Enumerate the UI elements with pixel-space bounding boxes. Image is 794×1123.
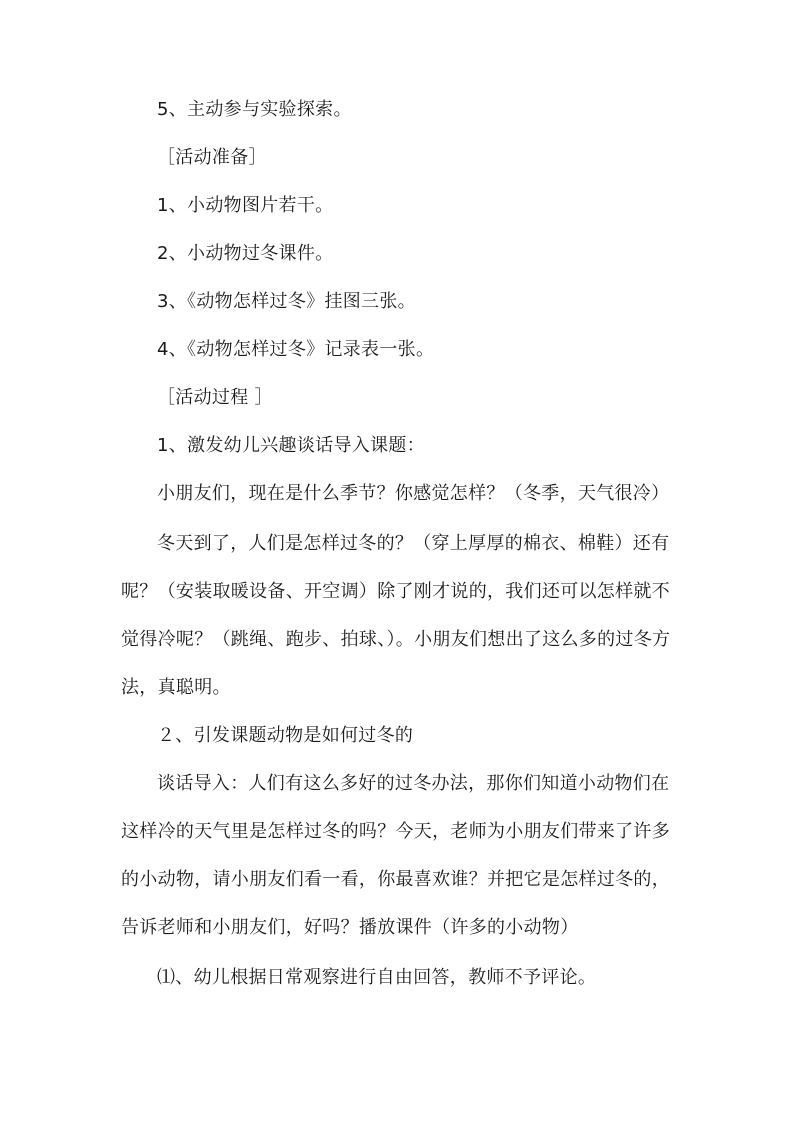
text-line-prep-3: 3、《动物怎样过冬》挂图三张。 xyxy=(157,291,416,312)
text-line-paragraph-2b: 这样冷的天气里是怎样过冬的吗？今天，老师为小朋友们带来了许多 xyxy=(121,821,670,842)
text-line-step-1-title: 1、激发幼儿兴趣谈话导入课题： xyxy=(157,435,425,456)
text-line-step-2-title: ２、引发课题动物是如何过冬的 xyxy=(157,725,414,746)
text-line-paragraph-1a: 冬天到了，人们是怎样过冬的？（穿上厚厚的棉衣、棉鞋）还有 xyxy=(157,533,670,554)
section-heading-preparation: ［活动准备］ xyxy=(157,147,267,168)
text-line-objective-5: 5、主动参与实验探索。 xyxy=(157,99,352,120)
text-line-paragraph-1c: 觉得冷呢？（跳绳、跑步、拍球、）。小朋友们想出了这么多的过冬方 xyxy=(121,629,671,650)
text-line-dialogue-1: 小朋友们，现在是什么季节？你感觉怎样？（冬季，天气很冷） xyxy=(157,483,670,504)
section-heading-process: ［活动过程 ］ xyxy=(157,387,273,408)
text-line-paragraph-1d: 法，真聪明。 xyxy=(121,677,231,698)
text-line-paragraph-2d: 告诉老师和小朋友们，好吗？播放课件（许多的小动物） xyxy=(121,917,579,938)
text-line-prep-2: 2、小动物过冬课件。 xyxy=(157,243,334,264)
text-line-prep-1: 1、小动物图片若干。 xyxy=(157,195,334,216)
text-line-paragraph-2c: 的小动物，请小朋友们看一看，你最喜欢谁？并把它是怎样过冬的， xyxy=(121,869,670,890)
text-line-paragraph-1b: 呢？（安装取暖设备、开空调）除了刚才说的，我们还可以怎样就不 xyxy=(121,581,670,602)
text-line-prep-4: 4、《动物怎样过冬》记录表一张。 xyxy=(157,339,435,360)
text-line-substep-1: ⑴、幼儿根据日常观察进行自由回答，教师不予评论。 xyxy=(157,967,597,988)
text-line-paragraph-2a: 谈话导入：人们有这么多好的过冬办法，那你们知道小动物们在 xyxy=(157,773,670,794)
